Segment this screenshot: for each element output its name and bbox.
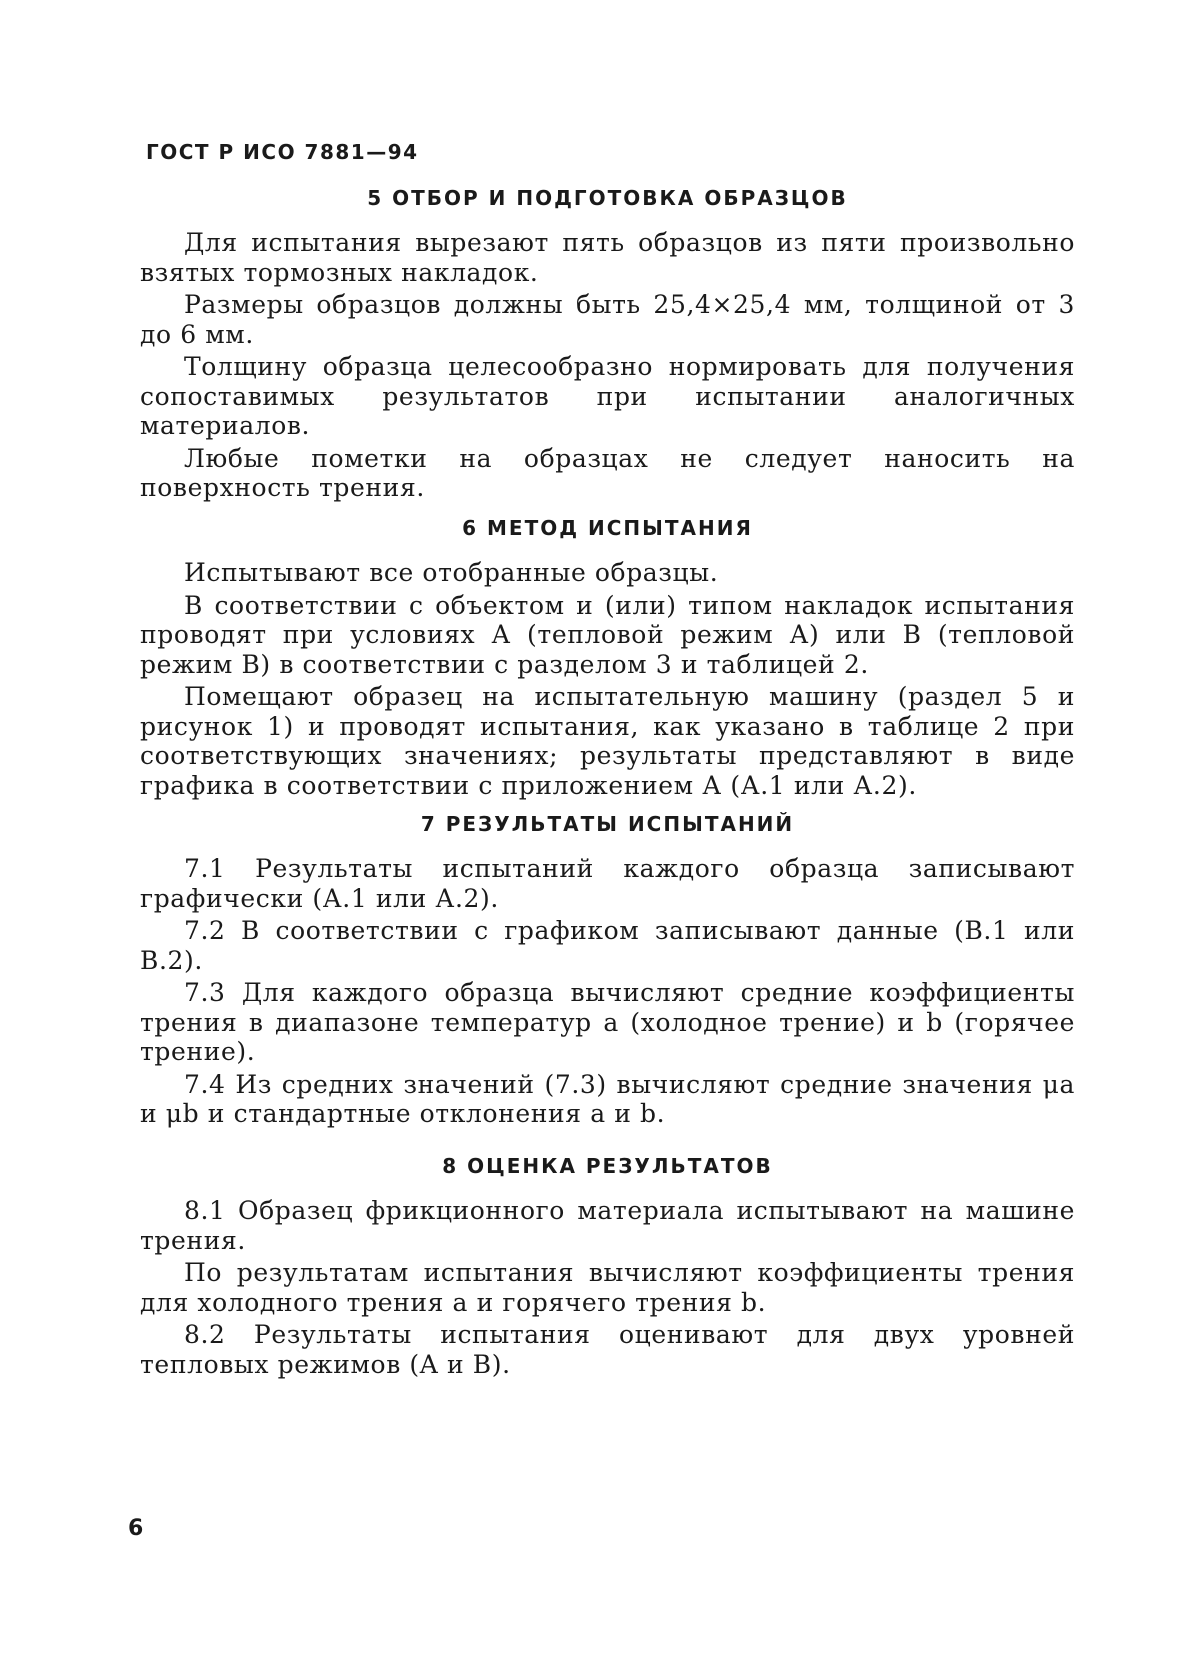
paragraph: 8.2 Результаты испытания оценивают для двух уровней тепловых режимов (A и B).	[140, 1320, 1075, 1379]
section-title: 5 ОТБОР И ПОДГОТОВКА ОБРАЗЦОВ	[367, 186, 848, 210]
paragraph: Размеры образцов должны быть 25,4×25,4 мм, толщиной от 3 до 6 мм.	[140, 290, 1075, 349]
section-5-sampling	[140, 186, 1075, 506]
paragraph: 7.1 Результаты испытаний каждого образца записывают графически (А.1 или А.2).	[140, 854, 1075, 913]
paragraph: 7.3 Для каждого образца вычисляют средние коэффициенты трения в диапазоне температур a (холодное трение) и b (горячее трение).	[140, 978, 1075, 1066]
paragraph: 8.1 Образец фрикционного материала испытывают на машине трения.	[140, 1196, 1075, 1255]
paragraph: Помещают образец на испытательную машину (раздел 5 и рисунок 1) и проводят испытания, как указано в таблице 2 при соответствующих значениях; результаты представляют в виде графика в соответствии с приложением А (А.1 или А.2).	[140, 682, 1075, 800]
paragraph: По результатам испытания вычисляют коэффициенты трения для холодного трения a и горячего трения b.	[140, 1258, 1075, 1317]
paragraph: 7.4 Из средних значений (7.3) вычисляют средние значения μa и μb и стандартные отклонения a и b.	[140, 1069, 1075, 1128]
section-6-test-method	[140, 516, 1075, 803]
paragraph: Для испытания вырезают пять образцов из пяти произвольно взятых тормозных накладок.	[140, 228, 1075, 287]
paragraph: В соответствии с объектом и (или) типом накладок испытания проводят при условиях А (тепловой режим А) или В (тепловой режим В) в соответствии с разделом 3 и таблицей 2.	[140, 590, 1075, 679]
paragraph: Толщину образца целесообразно нормировать для получения сопоставимых результатов при испытании аналогичных материалов.	[140, 352, 1075, 440]
section-title: 7 РЕЗУЛЬТАТЫ ИСПЫТАНИЙ	[420, 812, 795, 836]
section-title: 6 МЕТОД ИСПЫТАНИЯ	[462, 516, 753, 540]
section-title: 8 ОЦЕНКА РЕЗУЛЬТАТОВ	[442, 1154, 773, 1178]
paragraph: Испытывают все отобранные образцы.	[184, 558, 719, 587]
section-7-test-results	[140, 812, 1075, 1132]
section-8-evaluation	[140, 1154, 1075, 1382]
page-number: 6	[128, 1516, 144, 1541]
paragraph: 7.2 В соответствии с графиком записывают данные (В.1 или В.2).	[140, 916, 1075, 975]
paragraph: Любые пометки на образцах не следует наносить на поверхность трения.	[140, 443, 1075, 502]
document-header: ГОСТ Р ИСО 7881—94	[146, 140, 419, 164]
